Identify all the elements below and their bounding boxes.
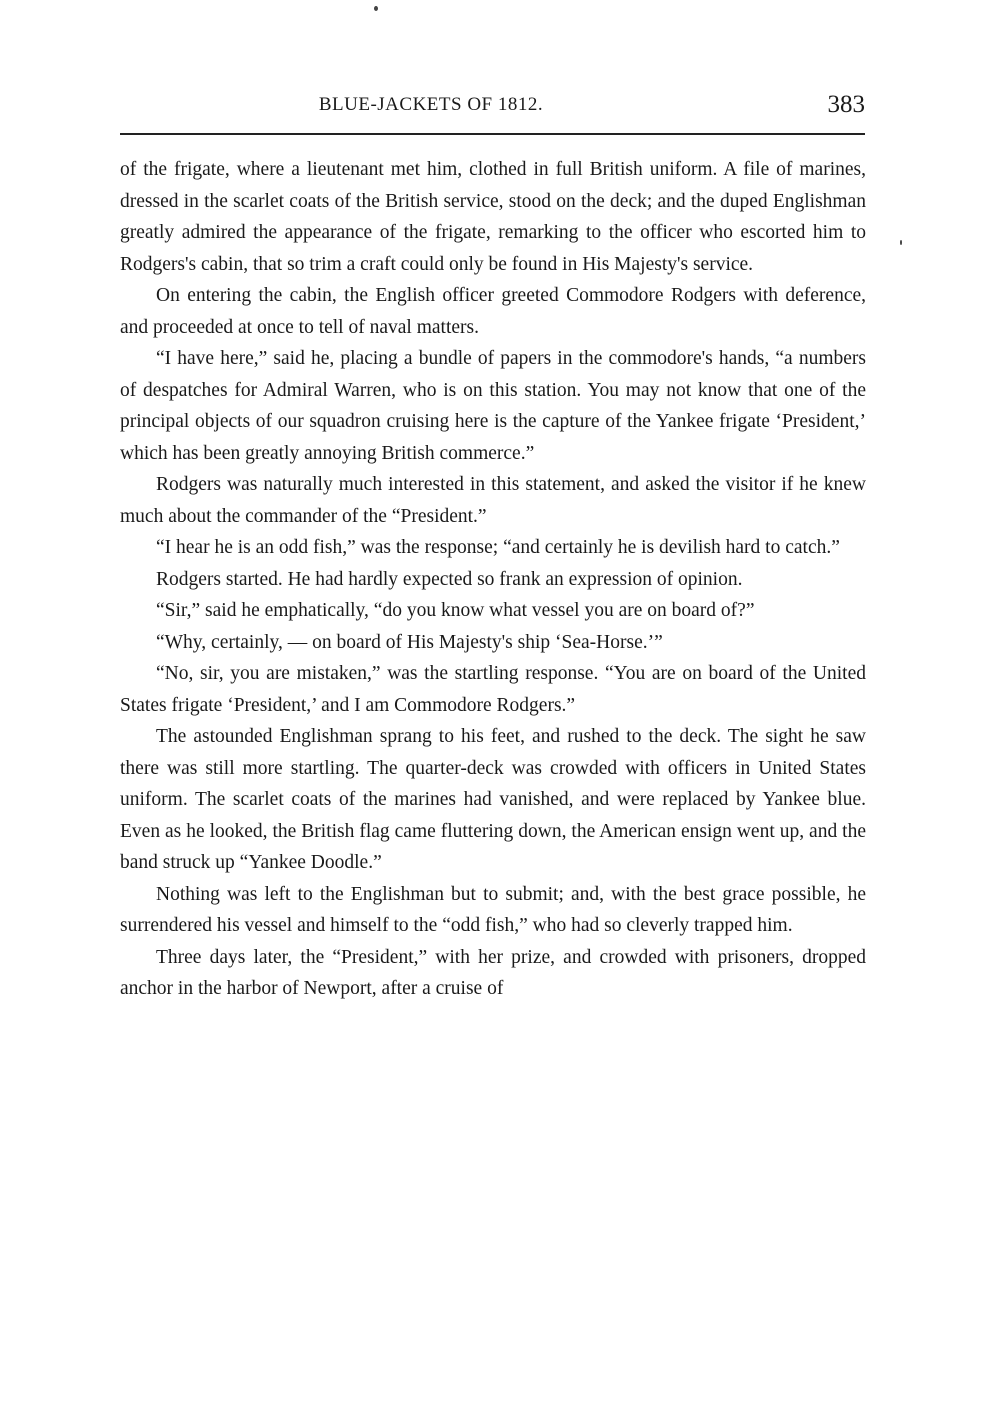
paragraph: The astounded Englishman sprang to his feet, and rushed to the deck. The sight he saw there was still more startling. The quarter-deck was crowded with officers in United States uniform. The scarlet coats of the marines had vanished, and were replaced by Yankee blue. Even as he looked, the British flag came fluttering down, the American ensign went up, and the band struck up “Yankee Doodle.” [120,726,866,873]
paragraph: of the frigate, where a lieutenant met him, clothed in full British uniform. A file of marines, dressed in the scarlet coats of the British service, stood on the deck; and the duped Englishman greatly admired the appearance of the frigate, remarking to the officer who escorted him to Rodgers's cabin, that so trim a craft could only be found in His Majesty's service. [120,159,866,275]
paragraph: “Why, certainly, — on board of His Majesty's ship ‘Sea-Horse.’” [156,631,663,653]
paragraph: On entering the cabin, the English officer greeted Commodore Rodgers with deference, and proceeded at once to tell of naval matters. [120,285,866,338]
paragraph: “No, sir, you are mistaken,” was the startling response. “You are on board of the United States frigate ‘President,’ and I am Commodore Rodgers.” [120,663,866,716]
paragraph: Nothing was left to the Englishman but to submit; and, with the best grace possible, he surrendered his vessel and himself to the “odd fish,” who had so cleverly trapped him. [120,883,866,936]
header-rule [120,133,865,135]
paragraph: “Sir,” said he emphatically, “do you know what vessel you are on board of?” [156,600,755,621]
paragraph: Three days later, the “President,” with her prize, and crowded with prisoners, dropped anchor in the harbor of Newport, after a cruise of [120,946,866,999]
paragraph: “I hear he is an odd fish,” was the response; “and certainly he is devilish hard to catch.” [156,537,840,558]
running-title: BLUE-JACKETS OF 1812. [318,94,544,115]
paragraph: Rodgers started. He had hardly expected so frank an expression of opinion. [156,568,743,590]
page-number: 383 [827,91,865,118]
print-speck [374,6,378,11]
running-header [120,91,865,122]
print-speck [900,240,902,245]
paragraph: Rodgers was naturally much interested in this statement, and asked the visitor if he knew much about the commander of the “President.” [120,474,866,527]
body-text [120,154,866,1005]
paragraph: “I have here,” said he, placing a bundle of papers in the commodore's hands, “a numbers of despatches for Admiral Warren, who is on this station. You may not know that one of the principal objects of our squadron cruising here is the capture of the Yankee frigate ‘President,’ which has been greatly annoying British commerce.” [120,348,866,464]
